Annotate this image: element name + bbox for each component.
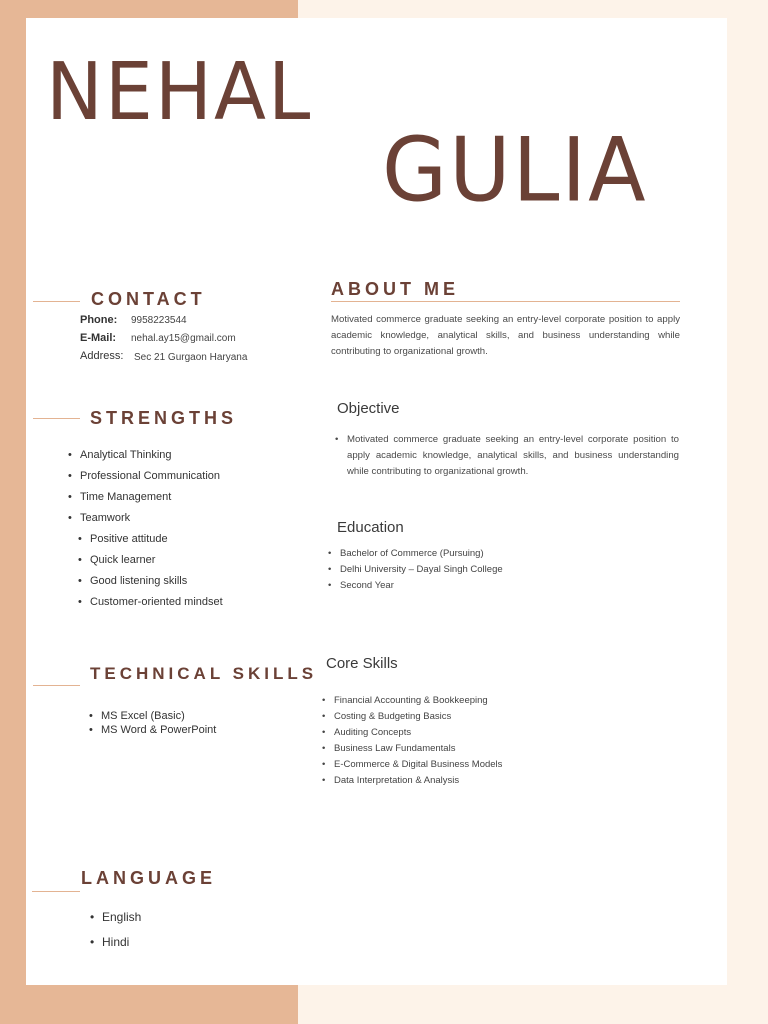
objective-list [347, 432, 679, 480]
language-heading: LANGUAGE [81, 868, 216, 888]
strengths-rule [33, 418, 80, 419]
about-heading: ABOUT ME [331, 279, 459, 299]
strengths-heading: STRENGTHS [90, 408, 238, 428]
list-item: • Good listening skills [90, 575, 223, 596]
list-item: • Auditing Concepts [334, 727, 502, 743]
list-item: • Delhi University – Dayal Singh College [340, 564, 503, 580]
about-text: Motivated commerce graduate seeking an entry-level corporate position to apply academic knowledge, analytical skills, and business understanding while contributing to organizational growth. [331, 314, 680, 357]
list-item: • Motivated commerce graduate seeking an entry-level corporate position to apply academic knowledge, analytical skills, and business understanding while contributing to organizational growth. [347, 432, 679, 480]
list-item: • Business Law Fundamentals [334, 743, 502, 759]
language-rule [32, 891, 80, 892]
list-item: • Financial Accounting & Bookkeeping [334, 695, 502, 711]
list-item: • Analytical Thinking [80, 449, 220, 470]
list-item: • Data Interpretation & Analysis [334, 775, 502, 791]
strengths-list [80, 449, 220, 533]
first-name: NEHAL [46, 44, 313, 139]
list-item: • Customer-oriented mindset [90, 596, 223, 617]
address-label: Address: [80, 350, 124, 362]
resume-page [26, 18, 727, 985]
list-item: • Professional Communication [80, 470, 220, 491]
list-item: • Bachelor of Commerce (Pursuing) [340, 548, 503, 564]
phone-value: 9958223544 [131, 315, 187, 326]
list-item: • Time Management [80, 491, 220, 512]
email-label: E-Mail: [80, 332, 117, 344]
technical-list [101, 710, 216, 738]
about-rule [331, 301, 680, 302]
list-item: • English [102, 910, 141, 935]
list-item: • Second Year [340, 580, 503, 596]
contact-rule [33, 301, 80, 302]
language-list [102, 910, 141, 960]
core-skills-list [334, 695, 502, 791]
list-item: • E-Commerce & Digital Business Models [334, 759, 502, 775]
contact-heading: CONTACT [91, 289, 206, 309]
strengths-list-2 [90, 533, 223, 617]
list-item: • Teamwork [80, 512, 220, 533]
education-list [340, 548, 503, 596]
objective-heading: Objective [337, 400, 400, 417]
list-item: • Hindi [102, 935, 141, 960]
last-name: GULIA [382, 118, 648, 222]
list-item: • Quick learner [90, 554, 223, 575]
phone-label: Phone: [80, 314, 118, 326]
core-skills-heading: Core Skills [326, 655, 398, 672]
technical-heading: TECHNICAL SKILLS [90, 664, 318, 683]
education-heading: Education [337, 519, 404, 536]
email-value: nehal.ay15@gmail.com [131, 333, 236, 344]
list-item: • Positive attitude [90, 533, 223, 554]
list-item: • MS Word & PowerPoint [101, 724, 216, 738]
list-item: • MS Excel (Basic) [101, 710, 216, 724]
address-value: Sec 21 Gurgaon Haryana [134, 352, 248, 363]
list-item: • Costing & Budgeting Basics [334, 711, 502, 727]
technical-rule [33, 685, 80, 686]
